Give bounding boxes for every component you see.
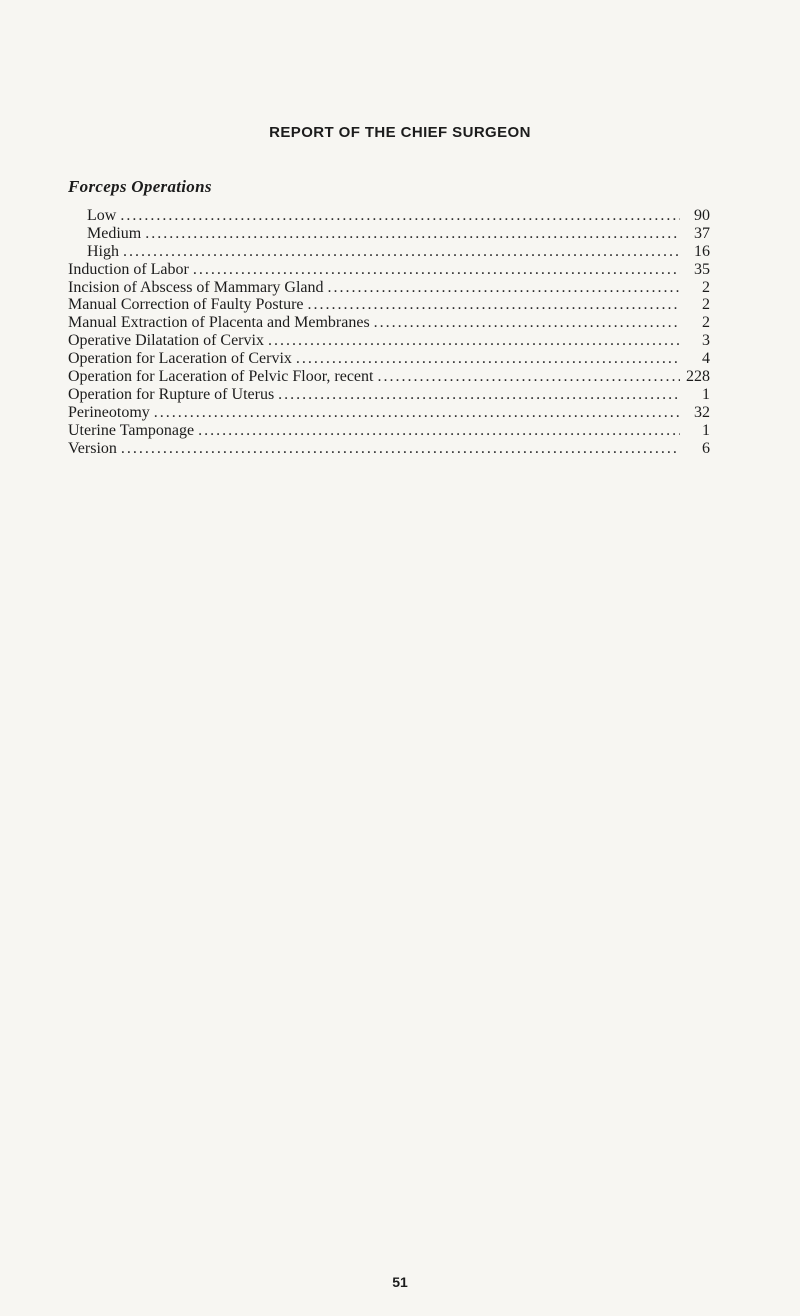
item-value: 6: [702, 439, 710, 457]
list-item: [68, 350, 710, 368]
item-value: 1: [702, 385, 710, 403]
list-item: [68, 440, 710, 458]
section-title: Forceps Operations: [68, 177, 212, 196]
list-item: [68, 296, 710, 314]
operations-list: [68, 207, 710, 457]
page-header: REPORT OF THE CHIEF SURGEON: [269, 124, 531, 141]
list-item: [68, 225, 710, 243]
list-item: [68, 261, 710, 279]
dot-leader: [120, 207, 680, 225]
dot-leader: [145, 225, 680, 243]
item-label: Operation for Rupture of Uterus: [68, 385, 275, 403]
dot-leader: [328, 279, 680, 297]
item-value: 4: [702, 350, 710, 368]
item-value: 228: [686, 368, 710, 386]
page-number: 51: [392, 1274, 408, 1290]
item-value: 2: [702, 314, 710, 332]
dot-leader: [198, 422, 680, 440]
item-label: Manual Correction of Faulty Posture: [68, 296, 304, 314]
dot-leader: [278, 386, 680, 404]
list-item: [68, 243, 710, 261]
list-item: [68, 279, 710, 297]
item-label: Uterine Tamponage: [68, 421, 195, 439]
list-item: [68, 422, 710, 440]
dot-leader: [374, 314, 680, 332]
dot-leader: [308, 296, 680, 314]
item-label: High: [87, 242, 119, 260]
list-item: [68, 386, 710, 404]
item-label: Operative Dilatation of Cervix: [68, 332, 264, 350]
dot-leader: [193, 261, 680, 279]
list-item: [68, 207, 710, 225]
item-value: 35: [694, 260, 710, 278]
item-label: Operation for Laceration of Cervix: [68, 350, 292, 368]
dot-leader: [123, 243, 680, 261]
item-label: Operation for Laceration of Pelvic Floor, recent: [68, 368, 374, 386]
item-value: 2: [702, 278, 710, 296]
item-value: 2: [702, 296, 710, 314]
dot-leader: [121, 440, 680, 458]
item-label: Manual Extraction of Placenta and Membranes: [68, 314, 370, 332]
list-item: [68, 368, 710, 386]
list-item: [68, 332, 710, 350]
item-label: Perineotomy: [68, 403, 150, 421]
item-label: Induction of Labor: [68, 260, 189, 278]
dot-leader: [154, 404, 680, 422]
item-value: 1: [702, 421, 710, 439]
item-value: 32: [694, 403, 710, 421]
item-label: Medium: [87, 224, 142, 242]
item-value: 16: [694, 242, 710, 260]
dot-leader: [296, 350, 680, 368]
dot-leader: [268, 332, 680, 350]
dot-leader: [377, 368, 680, 386]
item-value: 90: [694, 207, 710, 224]
list-item: [68, 404, 710, 422]
item-label: Incision of Abscess of Mammary Gland: [68, 278, 324, 296]
item-label: Version: [68, 439, 117, 457]
list-item: [68, 314, 710, 332]
item-value: 3: [702, 332, 710, 350]
item-label: Low: [87, 207, 117, 224]
item-value: 37: [694, 224, 710, 242]
